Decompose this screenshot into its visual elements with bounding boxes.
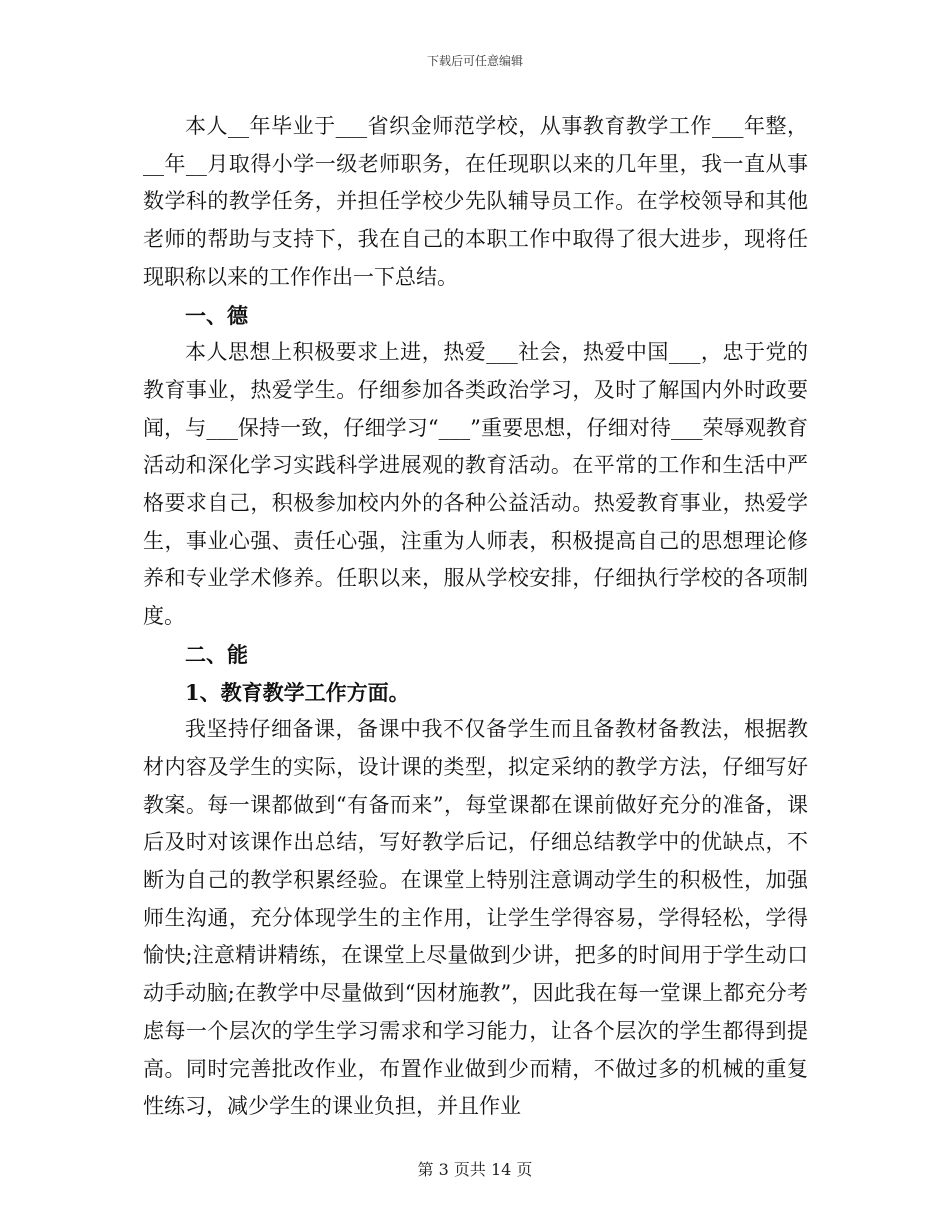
page-header: 下载后可任意编辑	[426, 54, 523, 68]
page-footer: 第 3 页共 14 页	[417, 1160, 533, 1179]
intro-paragraph: 本人__年毕业于___省织金师范学校，从事教育教学工作___年整，__年__月取得小学一级老师职务，在任现职以来的几年里，我一直从事数学科的教学任务，并担任学校少先队辅导员工作。在学校领导和其他老师的帮助与支持下，我在自己的本职工作中取得了很大进步，现将任现职称以来的工作作出一下总结。	[143, 114, 808, 289]
teaching-paragraph: 我坚持仔细备课，备课中我不仅备学生而且备教材备教法，根据教材内容及学生的实际，设计课的类型，拟定采纳的教学方法，仔细写好教案。每一课都做到“有备而来”，每堂课都在课前做好充分的准备，课后及时对该课作出总结，写好教学后记，仔细总结教学中的优缺点，不断为自己的教学积累经验。在课堂上特别注意调动学生的积极性，加强师生沟通，充分体现学生的主作用，让学生学得容易，学得轻松，学得愉快;注意精讲精练，在课堂上尽量做到少讲，把多的时间用于学生动口动手动脑;在教学中尽量做到“因材施教”，因此我在每一堂课上都充分考虑每一个层次的学生学习需求和学习能力，让各个层次的学生都得到提高。同时完善批改作业，布置作业做到少而精，不做过多的机械的重复性练习，减少学生的课业负担，并且作业	[143, 717, 808, 1119]
section-heading-de: 一、德	[185, 302, 248, 328]
section-heading-neng: 二、能	[185, 641, 248, 667]
de-paragraph: 本人思想上积极要求上进，热爱___社会，热爱中国___，忠于党的教育事业，热爱学生。仔细参加各类政治学习，及时了解国内外时政要闻，与___保持一致，仔细学习“___”重要思想，仔细对待___荣辱观教育活动和深化学习实践科学进展观的教育活动。在平常的工作和生活中严格要求自己，积极参加校内外的各种公益活动。热爱教育事业，热爱学生，事业心强、责任心强，注重为人师表，积极提高自己的思想理论修养和专业学术修养。任职以来，服从学校安排，仔细执行学校的各项制度。	[143, 340, 808, 629]
document-body	[143, 108, 808, 1126]
subsection-heading-teaching: 1、教育教学工作方面。	[185, 679, 410, 705]
